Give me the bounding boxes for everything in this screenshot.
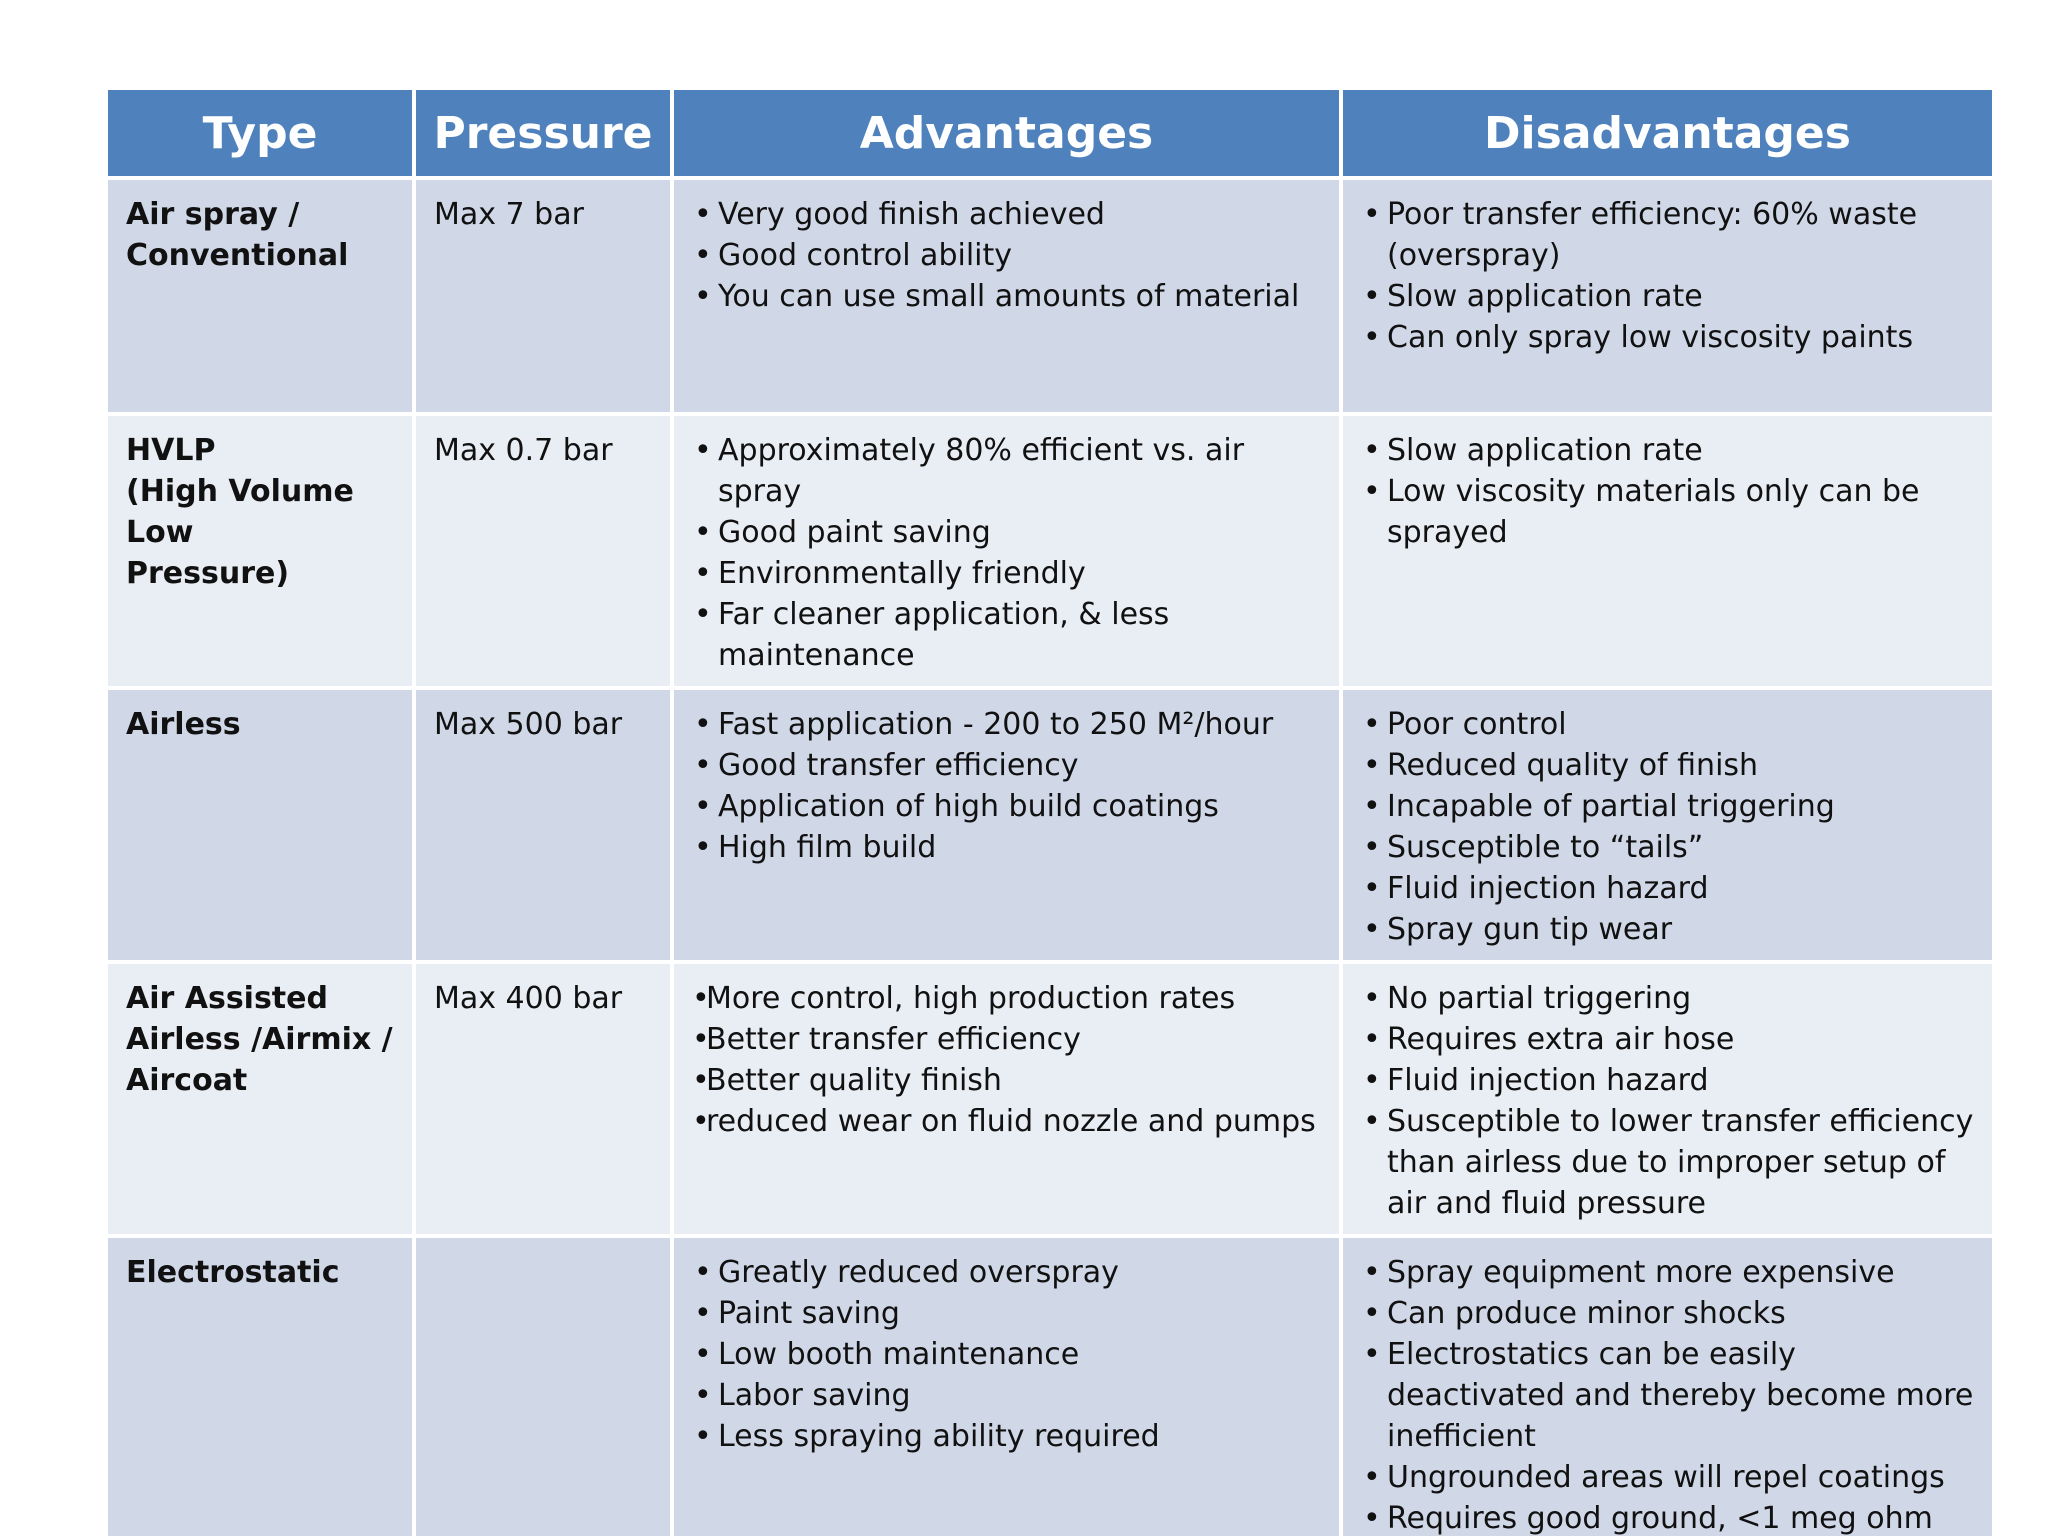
- disadvantages-list: [1361, 978, 1978, 1224]
- header-type: Type: [106, 88, 414, 178]
- list-item: • Good paint saving: [692, 512, 1325, 553]
- list-item: • Can only spray low viscosity paints: [1361, 317, 1978, 358]
- type-cell: [106, 688, 414, 962]
- list-item: • Spray gun tip wear: [1361, 909, 1978, 950]
- list-item: • Can produce minor shocks: [1361, 1293, 1978, 1334]
- type-line: Airless /Airmix /: [126, 1022, 393, 1057]
- pressure-cell: Max 400 bar: [414, 962, 672, 1236]
- pressure-cell: Max 500 bar: [414, 688, 672, 962]
- disadvantages-cell: [1341, 178, 1994, 414]
- list-item: • Labor saving: [692, 1375, 1325, 1416]
- advantages-list: [692, 430, 1325, 676]
- list-item: • Incapable of partial triggering: [1361, 786, 1978, 827]
- advantages-list: [692, 978, 1325, 1142]
- disadvantages-cell: [1341, 414, 1994, 688]
- list-item: • Poor transfer efficiency: 60% waste (overspray): [1361, 194, 1978, 276]
- table-row: [106, 1236, 1994, 1536]
- header-disadvantages: Disadvantages: [1341, 88, 1994, 178]
- disadvantages-list: [1361, 704, 1978, 950]
- type-line: Conventional: [126, 238, 349, 273]
- type-cell: [106, 178, 414, 414]
- advantages-cell: [672, 178, 1341, 414]
- list-item: • No partial triggering: [1361, 978, 1978, 1019]
- list-item: • Low viscosity materials only can be sprayed: [1361, 471, 1978, 553]
- disadvantages-list: [1361, 430, 1978, 553]
- list-item: • Very good finish achieved: [692, 194, 1325, 235]
- list-item: • Requires good ground, <1 meg ohm: [1361, 1498, 1978, 1536]
- list-item: • Far cleaner application, & less maintenance: [692, 594, 1325, 676]
- list-item: • High film build: [692, 827, 1325, 868]
- header-advantages: Advantages: [672, 88, 1341, 178]
- type-line: Electrostatic: [126, 1255, 340, 1290]
- list-item: • Low booth maintenance: [692, 1334, 1325, 1375]
- pressure-cell: Max 0.7 bar: [414, 414, 672, 688]
- type-cell: [106, 1236, 414, 1536]
- pressure-cell: [414, 1236, 672, 1536]
- disadvantages-cell: [1341, 688, 1994, 962]
- advantages-cell: [672, 414, 1341, 688]
- pressure-cell: Max 7 bar: [414, 178, 672, 414]
- list-item: • Poor control: [1361, 704, 1978, 745]
- advantages-list: [692, 704, 1325, 868]
- list-item: • Environmentally friendly: [692, 553, 1325, 594]
- type-line: (High Volume Low: [126, 474, 354, 550]
- advantages-list: [692, 194, 1325, 317]
- list-item: • Good control ability: [692, 235, 1325, 276]
- advantages-list: [692, 1252, 1325, 1457]
- list-item: • Susceptible to lower transfer efficiency than airless due to improper setup of air and fluid pressure: [1361, 1101, 1978, 1224]
- type-line: Airless: [126, 707, 241, 742]
- disadvantages-list: [1361, 1252, 1978, 1536]
- list-item: • Reduced quality of finish: [1361, 745, 1978, 786]
- type-line: Aircoat: [126, 1063, 248, 1098]
- type-line: Pressure): [126, 556, 290, 591]
- list-item: • Approximately 80% efficient vs. air spray: [692, 430, 1325, 512]
- list-item: • More control, high production rates: [692, 978, 1325, 1019]
- type-line: Air spray /: [126, 197, 300, 232]
- list-item: • Greatly reduced overspray: [692, 1252, 1325, 1293]
- advantages-cell: [672, 962, 1341, 1236]
- list-item: • You can use small amounts of material: [692, 276, 1325, 317]
- list-item: • Ungrounded areas will repel coatings: [1361, 1457, 1978, 1498]
- list-item: • Requires extra air hose: [1361, 1019, 1978, 1060]
- list-item: • Fluid injection hazard: [1361, 868, 1978, 909]
- list-item: • Good transfer efficiency: [692, 745, 1325, 786]
- list-item: • Paint saving: [692, 1293, 1325, 1334]
- table-row: [106, 178, 1994, 414]
- list-item: • Better transfer efficiency: [692, 1019, 1325, 1060]
- advantages-cell: [672, 688, 1341, 962]
- type-line: HVLP: [126, 433, 216, 468]
- table-row: [106, 414, 1994, 688]
- advantages-cell: [672, 1236, 1341, 1536]
- list-item: • Less spraying ability required: [692, 1416, 1325, 1457]
- disadvantages-cell: [1341, 962, 1994, 1236]
- spray-methods-table: [104, 86, 1996, 1536]
- type-line: Air Assisted: [126, 981, 328, 1016]
- list-item: • Slow application rate: [1361, 276, 1978, 317]
- list-item: • reduced wear on fluid nozzle and pumps: [692, 1101, 1325, 1142]
- type-cell: [106, 962, 414, 1236]
- header-row: [106, 88, 1994, 178]
- table-row: [106, 962, 1994, 1236]
- list-item: • Susceptible to “tails”: [1361, 827, 1978, 868]
- list-item: • Application of high build coatings: [692, 786, 1325, 827]
- list-item: • Fast application - 200 to 250 M²/hour: [692, 704, 1325, 745]
- list-item: • Slow application rate: [1361, 430, 1978, 471]
- type-cell: [106, 414, 414, 688]
- header-pressure: Pressure: [414, 88, 672, 178]
- list-item: • Better quality finish: [692, 1060, 1325, 1101]
- list-item: • Electrostatics can be easily deactivated and thereby become more inefficient: [1361, 1334, 1978, 1457]
- disadvantages-cell: [1341, 1236, 1994, 1536]
- list-item: • Spray equipment more expensive: [1361, 1252, 1978, 1293]
- list-item: • Fluid injection hazard: [1361, 1060, 1978, 1101]
- table-row: [106, 688, 1994, 962]
- disadvantages-list: [1361, 194, 1978, 358]
